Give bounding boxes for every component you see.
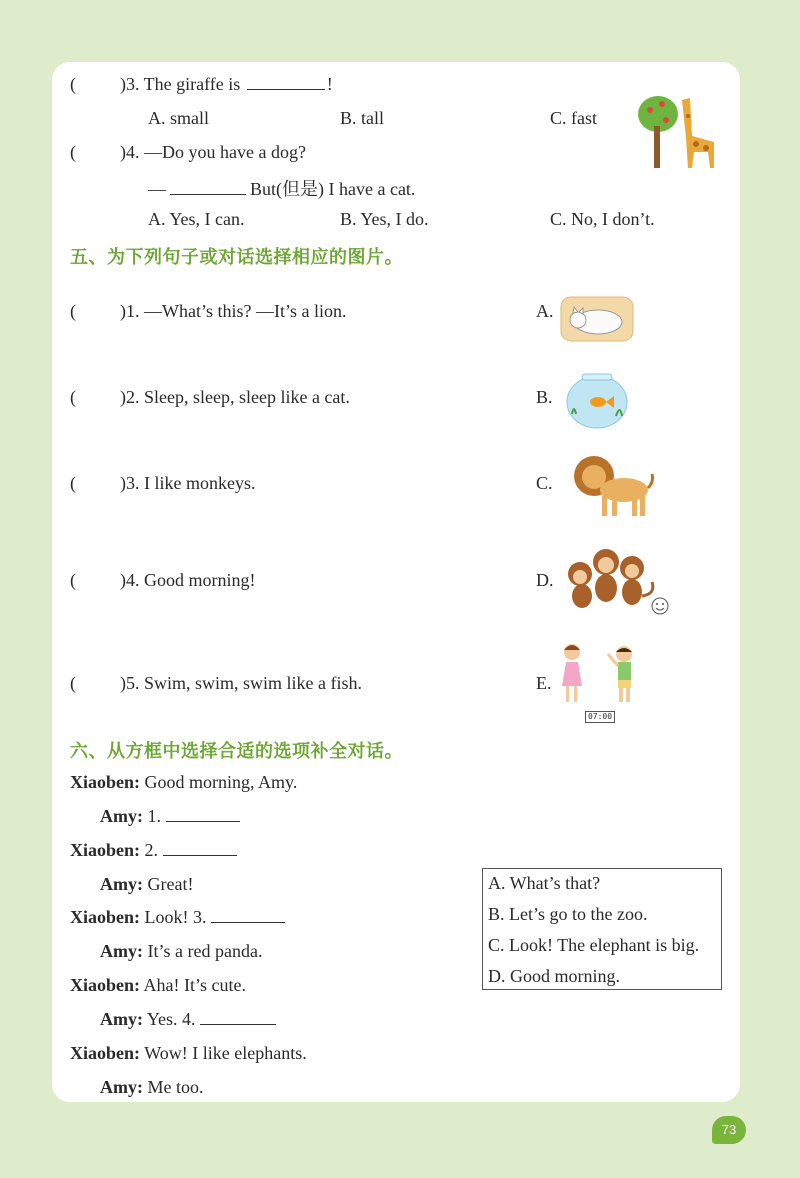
picture-label-a: A.: [536, 301, 554, 321]
speaker-label: Amy:: [100, 874, 143, 894]
dialogue-line: [100, 1009, 276, 1030]
option-b: B. Yes, I do.: [340, 209, 429, 229]
speaker-label: Xiaoben:: [70, 975, 141, 995]
speaker-label: Amy:: [100, 941, 143, 961]
dialogue-line: [70, 975, 246, 996]
dialogue-text: Wow! I like elephants.: [144, 1043, 307, 1063]
answer-paren: (: [70, 673, 76, 693]
speaker-label: Xiaoben:: [70, 772, 141, 792]
dialogue-line: [70, 840, 237, 861]
picture-label-c: C.: [536, 473, 553, 493]
dialogue-text: Yes. 4.: [146, 1009, 196, 1029]
speaker-label: Amy:: [100, 1009, 143, 1029]
dialogue-text: 2.: [144, 840, 159, 860]
dialogue-line: [70, 907, 285, 928]
monkeys-picture: [560, 544, 660, 614]
answer-blank: [200, 1010, 276, 1025]
dialogue-text: 1.: [147, 806, 161, 826]
dialogue-line: [70, 1043, 307, 1064]
dialogue-line: [100, 806, 240, 827]
giraffe-tree-illustration: [636, 92, 718, 172]
answer-blank: [163, 841, 237, 856]
picture-label-d: D.: [536, 570, 554, 590]
speaker-label: Xiaoben:: [70, 907, 141, 927]
match-question-4: )4. Good morning!: [120, 570, 256, 590]
answer-paren: (: [70, 570, 76, 590]
box-option-a: A. What’s that?: [488, 873, 601, 893]
children-greeting-picture: [556, 640, 640, 710]
lion-picture: [572, 452, 654, 520]
picture-label-b: B.: [536, 387, 553, 407]
dialogue-text: Good morning, Amy.: [144, 772, 298, 792]
dialogue-text: It’s a red panda.: [147, 941, 263, 961]
option-a: A. Yes, I can.: [148, 209, 245, 229]
section-6-heading: 六、从方框中选择合适的选项补全对话。: [70, 741, 403, 762]
answer-paren: (: [70, 74, 76, 94]
clock-display: 07:00: [585, 711, 615, 723]
answer-paren: (: [70, 473, 76, 493]
smiley-icon: [650, 596, 670, 616]
answer-blank: [166, 807, 240, 822]
picture-label-e: E.: [536, 673, 552, 693]
dialogue-text: Great!: [147, 874, 194, 894]
box-option-b: B. Let’s go to the zoo.: [488, 904, 648, 924]
match-question-1: )1. —What’s this? —It’s a lion.: [120, 301, 347, 321]
speaker-label: Xiaoben:: [70, 840, 141, 860]
answer-blank: [247, 75, 325, 90]
question-3: [120, 74, 333, 95]
answer-paren: (: [70, 387, 76, 407]
question-text: )3. The giraffe is: [120, 74, 241, 94]
answer-blank: [170, 180, 246, 195]
fishbowl-picture: [562, 370, 632, 430]
dialogue-line: [100, 1077, 204, 1098]
answer-blank: [211, 908, 285, 923]
reply-dash: —: [148, 179, 166, 199]
speaker-label: Amy:: [100, 1077, 143, 1097]
match-question-5: )5. Swim, swim, swim like a fish.: [120, 673, 362, 693]
box-option-c: C. Look! The elephant is big.: [488, 935, 700, 955]
reply-line: [148, 175, 415, 201]
box-option-d: D. Good morning.: [488, 966, 620, 986]
options-box: [482, 868, 722, 990]
option-c: C. No, I don’t.: [550, 209, 655, 229]
section-5-heading: 五、为下列句子或对话选择相应的图片。: [70, 247, 403, 268]
match-question-2: )2. Sleep, sleep, sleep like a cat.: [120, 387, 350, 407]
dialogue-line: [100, 941, 262, 962]
reply-text: But(但是) I have a cat.: [250, 179, 416, 199]
dialogue-text: Aha! It’s cute.: [143, 975, 246, 995]
match-question-3: )3. I like monkeys.: [120, 473, 256, 493]
sleeping-cat-picture: [560, 294, 634, 344]
option-c: C. fast: [550, 108, 597, 128]
question-4: )4. —Do you have a dog?: [120, 142, 306, 162]
option-a: A. small: [148, 108, 209, 128]
speaker-label: Xiaoben:: [70, 1043, 141, 1063]
dialogue-text: Me too.: [147, 1077, 204, 1097]
answer-paren: (: [70, 142, 76, 162]
page-number-badge: 73: [712, 1116, 746, 1144]
dialogue-line: [70, 772, 297, 793]
answer-paren: (: [70, 301, 76, 321]
dialogue-line: [100, 874, 193, 895]
dialogue-text: Look! 3.: [144, 907, 207, 927]
option-b: B. tall: [340, 108, 384, 128]
question-text: !: [326, 74, 333, 94]
speaker-label: Amy:: [100, 806, 143, 826]
